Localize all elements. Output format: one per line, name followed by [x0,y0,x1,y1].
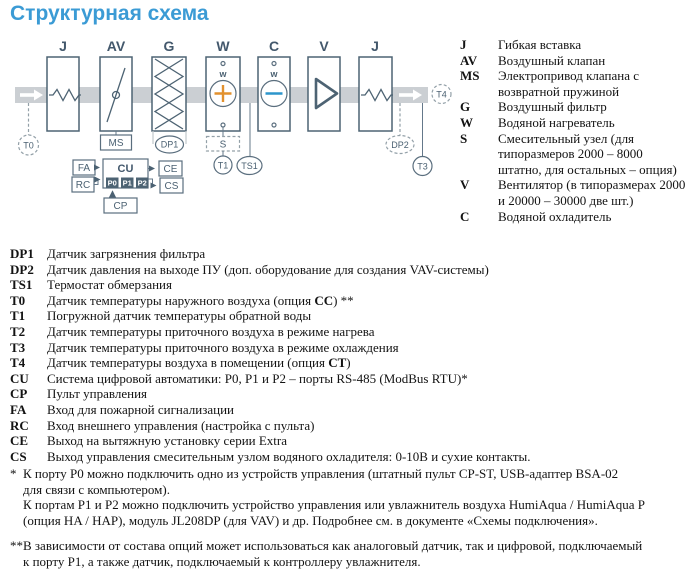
legend-item-text: Гибкая вставка [498,37,582,52]
sensor-dp2-label: DP2 [391,140,409,150]
list-item-text: Система цифровой автоматики: P0, P1 и P2 – порты RS-485 (ModBus RTU)* [47,370,468,386]
list-item-key: T0 [10,292,26,308]
list-item-key: TS1 [10,277,33,293]
list-item [10,355,700,371]
block-air-damper [100,57,132,131]
list-item [10,433,700,449]
sensor-t0-label: T0 [23,140,34,151]
list-item [10,371,700,387]
list-item-text: Датчик давления на выходе ПУ (доп. оборудование для создания VAV-системы) [47,261,489,277]
ce-label: CE [163,164,178,175]
legend-item-key: G [460,99,471,115]
control-unit-cluster [72,159,183,213]
legend-item-key: S [460,130,468,146]
legend-item [460,209,700,225]
legend [460,37,700,224]
page-title: Структурная схема [10,2,209,25]
list-item-text: Выход управления смесительным узлом водяного охладителя: 0-10В и сухие контакты. [47,448,531,464]
list-item-text: Датчик температуры наружного воздуха (опция CC) ** [47,292,354,308]
legend-item-key: AV [460,52,478,68]
block-label-v: V [319,38,329,54]
sensor-t1 [214,156,232,174]
list-item-text: Термостат обмерзания [47,277,172,293]
rc-label: RC [75,180,91,191]
list-item [10,340,700,356]
legend-item-text: Электропривод клапана с возвратной пружиной [498,68,639,99]
list-item [10,324,700,340]
sensor-dp1 [153,131,186,153]
cu-label: CU [117,163,134,175]
footnote [10,466,700,528]
water-port-label-1: w [219,69,227,79]
thermostat-ts1-label: TS1 [241,161,258,171]
abbreviation-list [10,246,700,464]
list-item-key: CE [10,433,29,449]
fa-label: FA [77,163,91,174]
legend-item [460,68,700,99]
list-item [10,293,700,309]
block-label-j1: J [59,38,67,54]
footnote [10,538,700,569]
legend-item [460,177,700,208]
legend-item-text: Воздушный фильтр [498,99,607,115]
block-label-g: G [163,38,175,54]
cp-label: CP [113,201,128,212]
legend-item [460,53,700,69]
legend-item-text: Водяной нагреватель [498,114,615,130]
block-label-av: AV [106,38,126,54]
sensor-t0 [19,103,39,155]
list-item-key: T2 [10,323,26,339]
list-item-key: T3 [10,339,26,355]
legend-item [460,99,700,115]
sensor-t1-label: T1 [217,160,229,171]
port-p2-label: P2 [137,178,147,188]
actuator-ms [101,131,132,150]
list-item [10,402,700,418]
list-item-text: Датчик температуры приточного воздуха в режиме нагрева [47,323,375,339]
sensor-t3 [413,103,432,176]
footnote-marker: ** [10,538,23,553]
list-item-text: Погружной датчик температуры обратной воды [47,308,312,324]
footnote-text: В зависимости от состава опций может использоваться как аналоговый датчик, так и цифровой, подключаемый к порту P1, а также датчик, подключаемый к контроллеру увлажнителя. [23,538,643,569]
block-water-heater [206,57,240,131]
legend-item-text: Смесительный узел (для типоразмеров 2000 – 8000 штатно, для остальных – опция) [498,130,677,177]
list-item-key: T4 [10,355,26,371]
footnotes [10,466,700,569]
list-item [10,277,700,293]
block-filter [152,57,186,131]
list-item-key: CU [10,370,29,386]
sensor-t4 [432,85,451,104]
list-item-key: T1 [10,308,26,324]
legend-item-key: W [460,114,473,130]
block-label-w: W [216,38,230,54]
cs-label: CS [164,181,179,192]
list-item-key: RC [10,417,29,433]
footnote-marker: * [10,466,17,481]
block-label-c: C [268,38,280,54]
list-item-text: Вход внешнего управления (настройка с пульта) [47,417,315,433]
legend-item-key: J [460,37,467,52]
legend-item-text: Вентилятор (в типоразмерах 2000 и 20000 – 30000 две шт.) [498,177,686,208]
sensor-t4-label: T4 [436,89,447,100]
list-item [10,308,700,324]
block-flexible-insert-1 [47,57,81,131]
legend-item [460,115,700,131]
list-item-text: Датчик температуры воздуха в помещении (опция CT) [47,355,351,371]
legend-item-key: C [460,208,470,224]
list-item-key: DP2 [10,261,34,277]
water-port-label-2: w [270,69,278,79]
legend-item-text: Водяной охладитель [498,208,612,224]
legend-item [460,37,700,53]
list-item-text: Выход на вытяжную установку серии Extra [47,433,288,449]
block-label-j2: J [371,38,379,54]
list-item-text: Вход для пожарной сигнализации [47,401,234,417]
list-item-key: DP1 [10,246,34,261]
port-p0-label: P0 [107,178,117,188]
mixing-unit-s-label: S [219,139,227,151]
list-item [10,418,700,434]
list-item [10,449,700,465]
legend-item-key: V [460,177,470,193]
legend-item-text: Воздушный клапан [498,52,606,68]
list-item-key: CP [10,386,28,402]
list-item [10,246,700,262]
list-item-key: CS [10,448,27,464]
block-flexible-insert-2 [359,57,393,131]
list-item [10,386,700,402]
list-item-text: Датчик загрязнения фильтра [47,246,206,261]
legend-item-key: MS [460,68,480,84]
legend-item [460,131,700,178]
sensor-dp1-label: DP1 [160,139,179,150]
actuator-ms-label: MS [108,138,124,149]
sensor-t3-label: T3 [417,161,428,172]
list-item-text: Датчик температуры приточного воздуха в режиме охлаждения [47,339,399,355]
structural-diagram [0,28,460,244]
port-p1-label: P1 [122,178,132,188]
list-item-key: FA [10,401,27,417]
footnote-text: К порту P0 можно подключить одно из устройств управления (штатный пульт CP-ST, USB-адаптер BSA-02 для связи с компьютером). К портам P1 и P2 можно подключить устройство управления или увлажнитель воздуха HumiAqua / HumiAqua P (опция HA / HAP), модуль JL208DP (для VAV) и др. Подробнее см. в документе «Схемы подключения». [23,466,645,528]
block-fan [308,57,340,131]
list-item-text: Пульт управления [47,386,148,402]
block-water-cooler [258,57,290,131]
list-item [10,262,700,278]
